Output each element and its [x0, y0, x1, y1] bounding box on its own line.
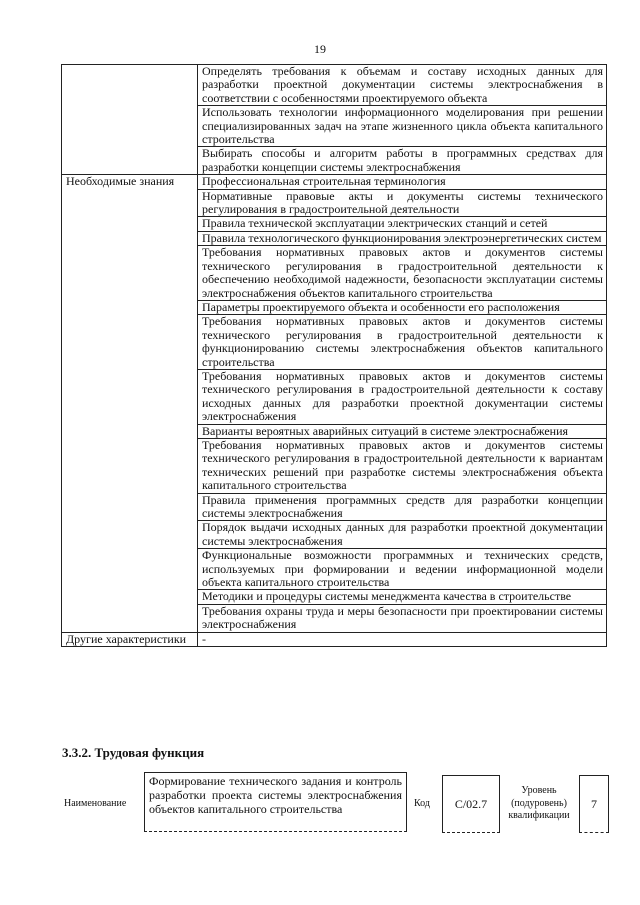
row-item: Варианты вероятных аварийных ситуаций в системе электроснабжения — [198, 424, 607, 438]
row-item: Нормативные правовые акты и документы системы технического регулирования в градостроительной деятельности — [198, 189, 607, 217]
row-item: Параметры проектируемого объекта и особенности его расположения — [198, 300, 607, 314]
row-item: Требования нормативных правовых актов и документов системы технического регулирования в градостроительной деятельности к обеспечению необходимой надежности, безопасности эксплуатации системы электроснабжения объектов капитального строительства — [198, 246, 607, 301]
table-row — [62, 175, 607, 189]
row-item: Функциональные возможности программных и технических средств, используемых при формировании и ведении информационной модели объекта капитального строительства — [198, 549, 607, 590]
function-code: С/02.7 — [442, 775, 500, 833]
row-item: Порядок выдачи исходных данных для разработки проектной документации системы электроснабжения — [198, 521, 607, 549]
row-item: Правила применения программных средств для разработки концепции системы электроснабжения — [198, 493, 607, 521]
row-item: Использовать технологии информационного моделирования при решении специализированных задач на этапе жизненного цикла объекта капитального строительства — [198, 106, 607, 147]
row-label: Другие характеристики — [62, 632, 198, 646]
row-item: Правила технологического функционирования электроэнергетических систем — [198, 231, 607, 245]
row-label — [62, 65, 198, 175]
qualification-level: 7 — [579, 775, 609, 833]
table-row — [62, 65, 607, 106]
row-item: - — [198, 632, 607, 646]
row-item: Требования нормативных правовых актов и документов системы технического регулирования в градостроительной деятельности к вариантам технических решений при разработке системы электроснабжения объекта капитального строительства — [198, 438, 607, 493]
row-item: Правила технической эксплуатации электрических станций и сетей — [198, 217, 607, 231]
row-item: Определять требования к объемам и составу исходных данных для разработки проектной документации системы электроснабжения в соответствии с особенностями проектируемого объекта — [198, 65, 607, 106]
row-item: Методики и процедуры системы менеджмента качества в строительстве — [198, 590, 607, 604]
row-item: Выбирать способы и алгоритм работы в программных средствах для разработки концепции системы электроснабжения — [198, 147, 607, 175]
level-label: Уровень (подуровень) квалификации — [508, 785, 570, 821]
competency-table — [61, 64, 607, 647]
row-item: Профессиональная строительная терминология — [198, 175, 607, 189]
row-item: Требования нормативных правовых актов и документов системы технического регулирования в градостроительной деятельности к составу исходных данных для разработки проектной документации системы электроснабжения — [198, 369, 607, 424]
name-label: Наименование — [64, 798, 127, 809]
page-number: 19 — [314, 42, 326, 56]
row-item: Требования нормативных правовых актов и документов системы технического регулирования в градостроительной деятельности к функционированию системы электроснабжения объектов капитального строительства — [198, 315, 607, 370]
table-row — [62, 632, 607, 646]
section-title: 3.3.2. Трудовая функция — [62, 745, 205, 760]
row-item: Требования охраны труда и меры безопасности при проектировании системы электроснабжения — [198, 604, 607, 632]
row-label: Необходимые знания — [62, 175, 198, 632]
function-name: Формирование технического задания и контроль разработки проекта системы электроснабжения объектов капитального строительства — [144, 772, 407, 832]
code-label: Код — [414, 798, 430, 809]
